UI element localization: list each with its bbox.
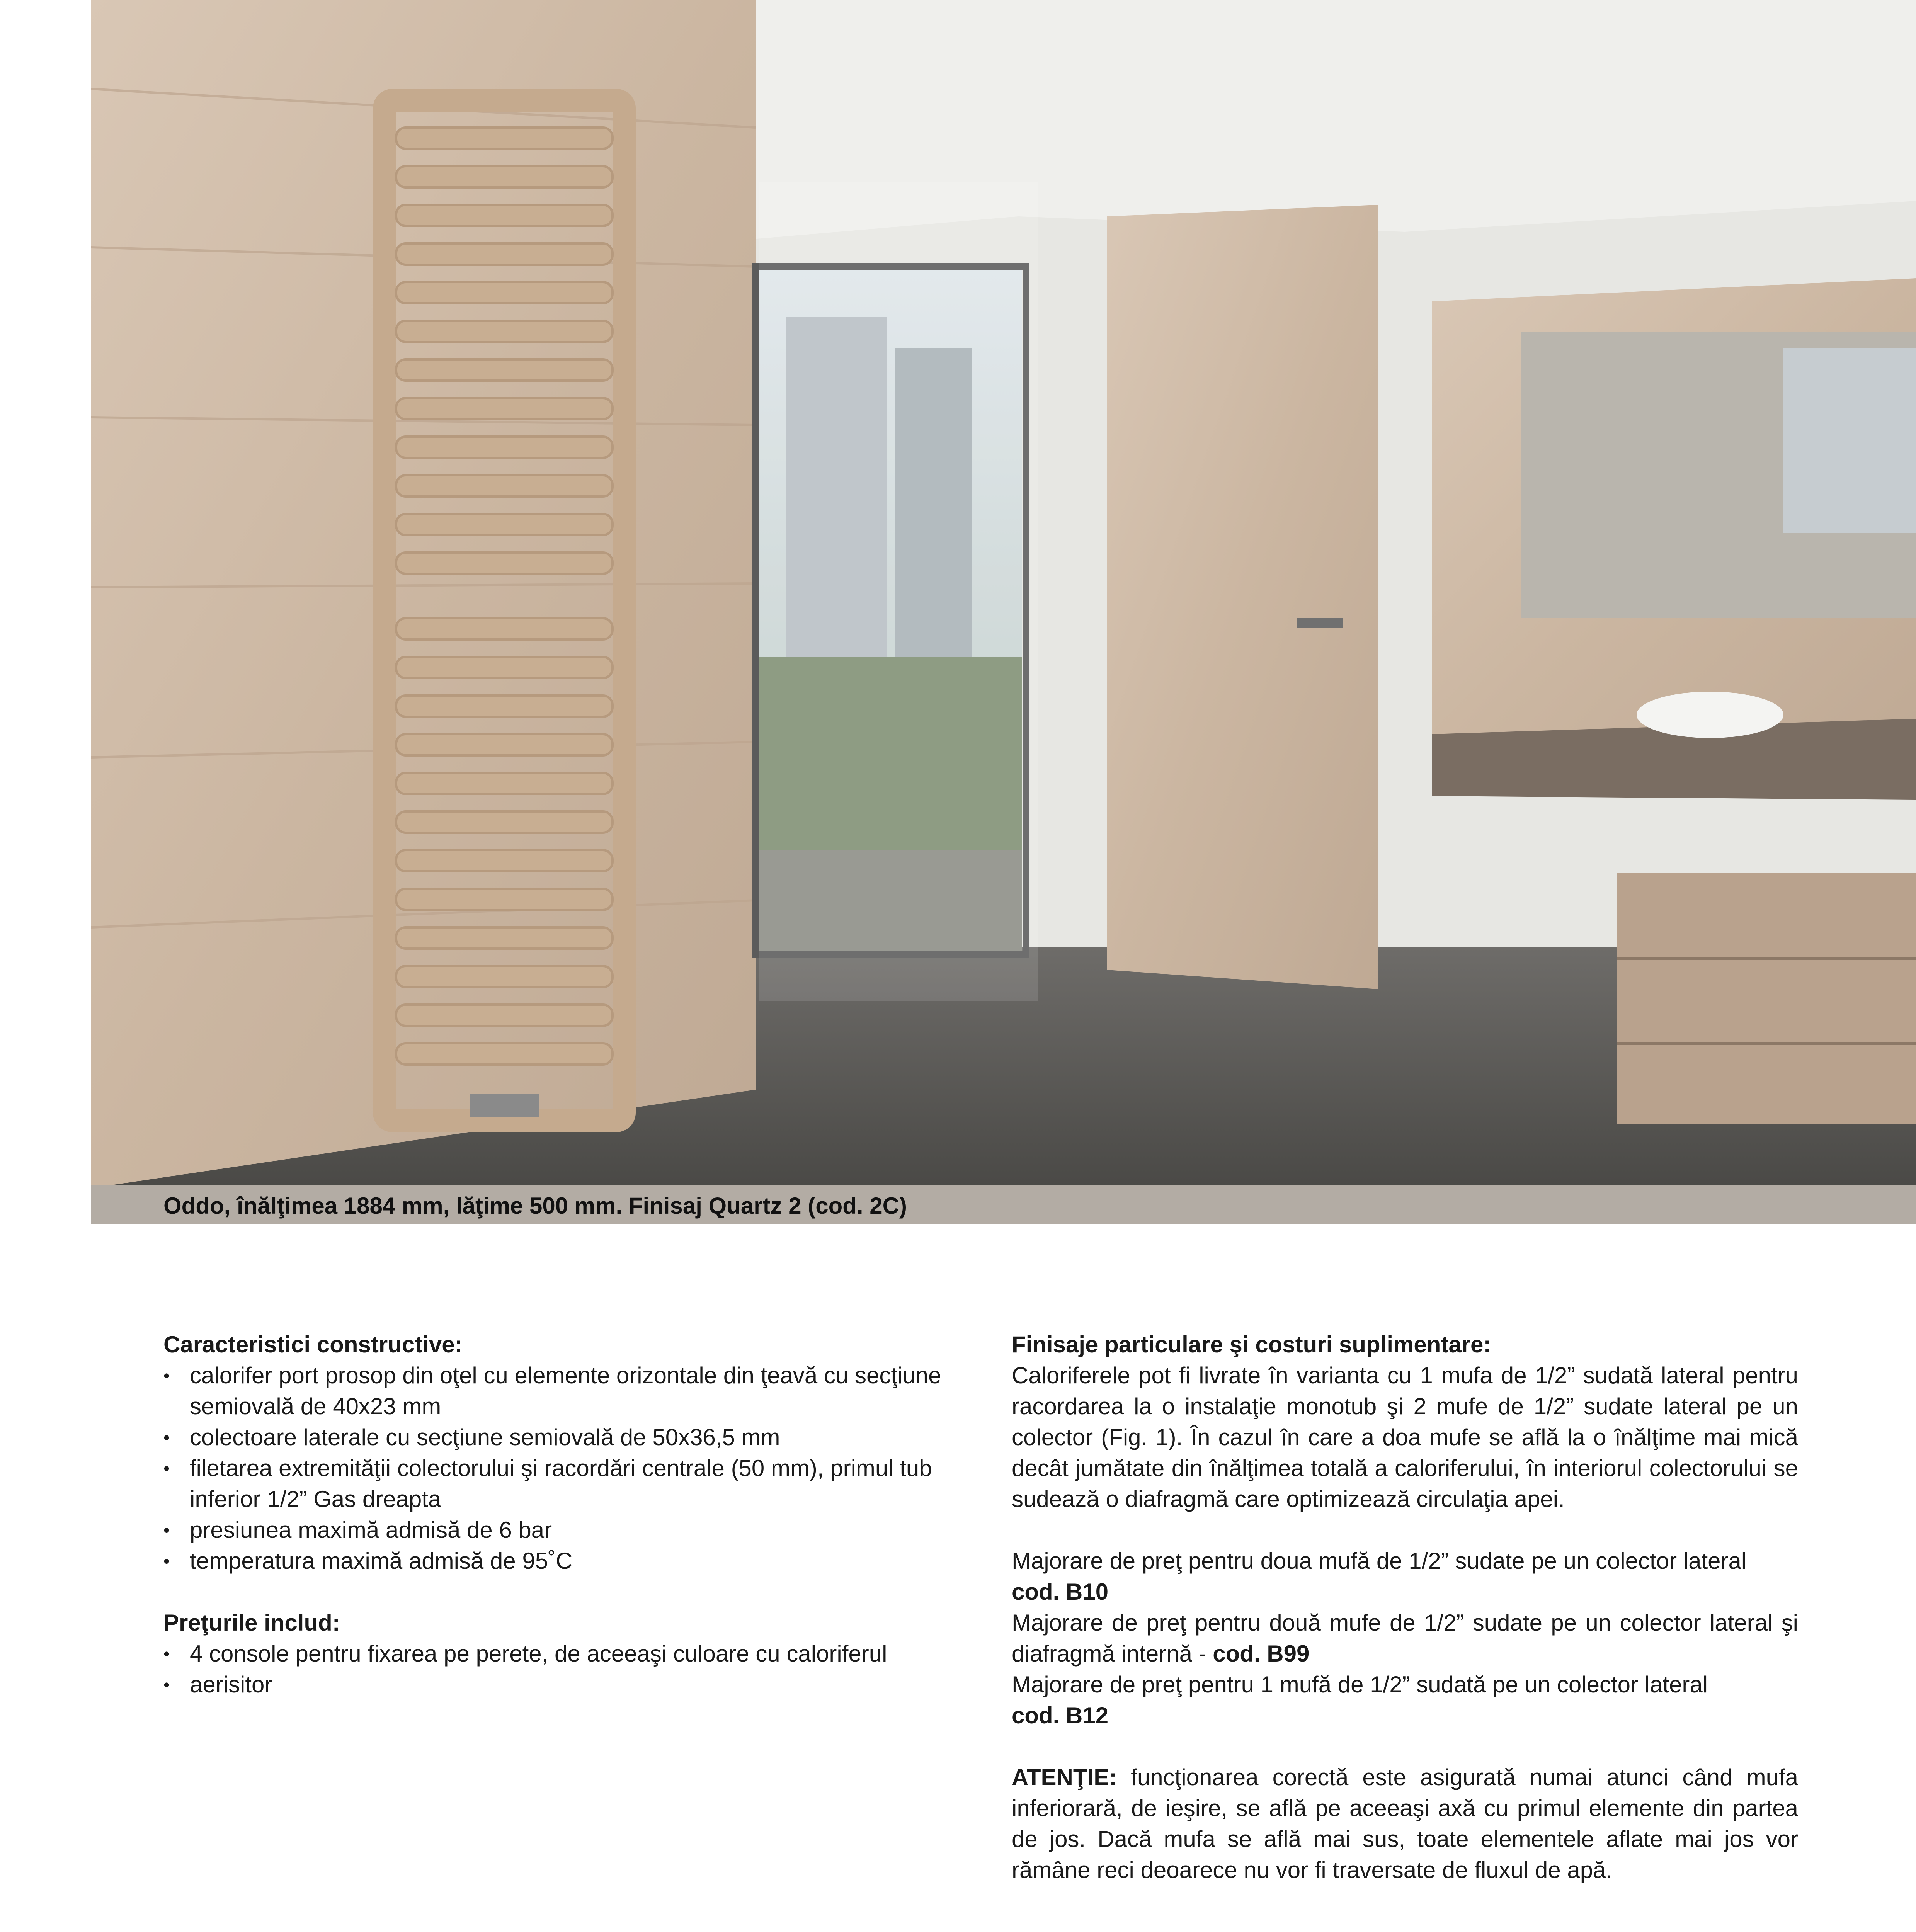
finishes-heading: Finisaje particulare şi costuri suplimentare: [1012,1332,1491,1357]
feature-list [163,1360,956,1577]
bathroom-photo [91,0,1916,1188]
construction-heading: Caracteristici constructive: [163,1332,463,1357]
option-b99-code: cod. B99 [1213,1641,1310,1667]
includes-list [163,1638,956,1700]
list-item: • calorifer port prosop din oţel cu elemente orizontale din ţeavă cu secţiune semiovală de 40x23 mm [163,1360,956,1422]
attention-label: ATENŢIE: [1012,1764,1117,1790]
includes-heading: Preţurile includ: [163,1610,340,1636]
photo-caption: Oddo, înălţimea 1884 mm, lăţime 500 mm. Finisaj Quartz 2 (cod. 2C) [163,1193,907,1219]
list-item: • aerisitor [163,1669,956,1700]
option-b10-text: Majorare de preţ pentru doua mufă de 1/2” sudate pe un colector lateral [1012,1548,1747,1574]
right-column [1012,1329,1798,1886]
option-b99-text [1012,1607,1798,1669]
list-item: • filetarea extremităţii colectorului şi racordări centrale (50 mm), primul tub inferior 1/2” Gas dreapta [163,1453,956,1515]
attention-note [1012,1762,1798,1886]
option-b10-code: cod. B10 [1012,1579,1109,1605]
option-b12-code: cod. B12 [1012,1702,1109,1728]
list-item: • colectoare laterale cu secţiune semiovală de 50x36,5 mm [163,1422,956,1453]
photo-caption-bar [91,1185,1916,1224]
option-b12-text: Majorare de preţ pentru 1 mufă de 1/2” sudată pe un colector lateral [1012,1672,1708,1697]
option-b99-desc: Majorare de preţ pentru două mufe de 1/2” sudate pe un colector lateral şi diafragmă internă - [1012,1610,1798,1667]
list-item: • 4 console pentru fixarea pe perete, de aceeaşi culoare cu caloriferul [163,1638,956,1669]
left-column [163,1329,956,1700]
list-item: • presiunea maximă admisă de 6 bar [163,1515,956,1546]
list-item: • temperatura maximă admisă de 95˚C [163,1546,956,1577]
attention-text: funcţionarea corectă este asigurată numai atunci când mufa inferiorară, de ieşire, se află pe aceeaşi axă cu primul elemente din partea de jos. Dacă mufa se află mai sus, toate elementele aflate mai jos vor rămâne reci deoarece nu vor fi traversate de fluxul de apă. [1012,1764,1798,1883]
finishes-intro: Caloriferele pot fi livrate în varianta cu 1 mufa de 1/2” sudată lateral pentru racordarea la o instalaţie monotub şi 2 mufe de 1/2” sudate lateral pe un colector (Fig. 1). În cazul în care a doa mufe se află la o înălţime mai mică decât jumătate din înălţimea totală a caloriferului, în interiorul colectorului se sudează o diafragmă care optimizează circulaţia apei. [1012,1362,1798,1512]
